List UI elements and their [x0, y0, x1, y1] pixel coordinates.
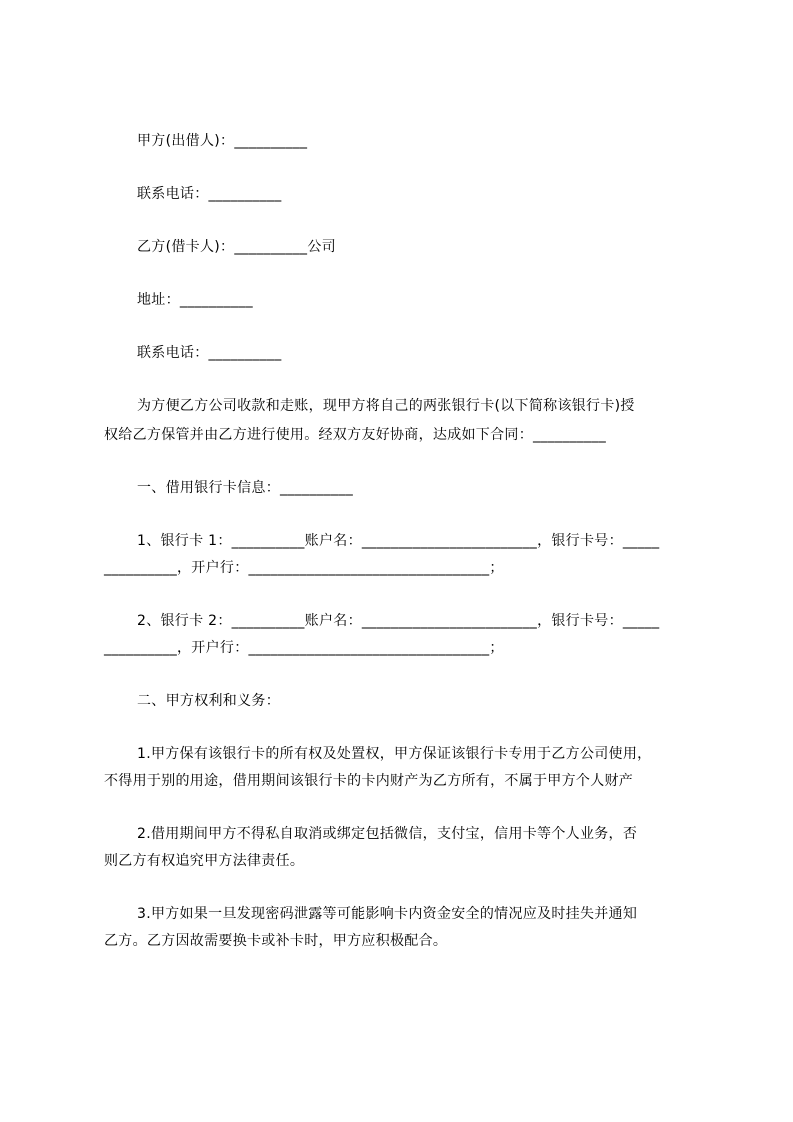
clause-1-line-1: 1.甲方保有该银行卡的所有权及处置权，甲方保证该银行卡专用于乙方公司使用，: [137, 746, 652, 762]
section-two-heading: 二、甲方权利和义务：: [137, 693, 280, 709]
section-one-heading: 一、借用银行卡信息：__________: [137, 480, 353, 496]
party-b-borrower-field: 乙方(借卡人)：__________公司: [137, 239, 336, 255]
clause-1-line-2: 不得用于别的用途，借用期间该银行卡的卡内财产为乙方所有，不属于甲方个人财产: [104, 773, 634, 789]
intro-paragraph-line-1: 为方便乙方公司收款和走账，现甲方将自己的两张银行卡(以下简称该银行卡)授: [137, 398, 635, 414]
party-a-phone-field: 联系电话：__________: [137, 186, 282, 202]
intro-paragraph-line-2: 权给乙方保管并由乙方进行使用。经双方友好协商，达成如下合同：__________: [104, 427, 606, 443]
bank-card-2-line-1: 2、银行卡 2：__________账户名：________________________，银行卡号：_____: [137, 613, 660, 629]
bank-card-2-line-2: __________，开户行：_________________________________；: [104, 640, 504, 656]
party-b-phone-field: 联系电话：__________: [137, 345, 282, 361]
party-a-lender-field: 甲方(出借人)：__________: [137, 133, 308, 149]
clause-2-line-1: 2.借用期间甲方不得私自取消或绑定包括微信，支付宝，信用卡等个人业务，否: [137, 826, 638, 842]
bank-card-1-line-1: 1、银行卡 1：__________账户名：________________________，银行卡号：_____: [137, 533, 660, 549]
clause-3-line-1: 3.甲方如果一旦发现密码泄露等可能影响卡内资金安全的情况应及时挂失并通知: [137, 906, 638, 922]
clause-3-line-2: 乙方。乙方因故需要换卡或补卡时，甲方应积极配合。: [104, 933, 448, 949]
address-field: 地址：__________: [137, 292, 253, 308]
bank-card-1-line-2: __________，开户行：_________________________________；: [104, 560, 504, 576]
clause-2-line-2: 则乙方有权追究甲方法律责任。: [104, 853, 305, 869]
